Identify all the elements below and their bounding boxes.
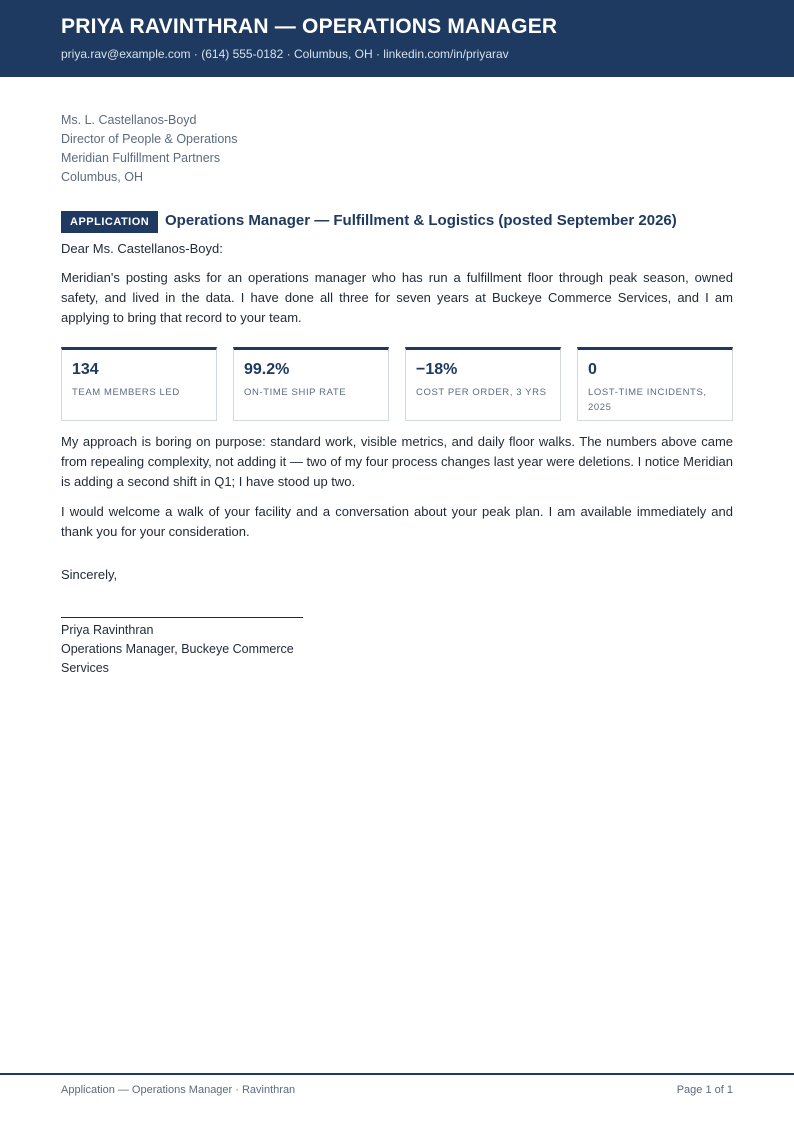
stat-card-incidents [577, 347, 733, 421]
signature-block [61, 621, 311, 678]
position-title: Operations Manager — Fulfillment & Logistics (posted September 2026) [165, 212, 677, 229]
paragraph-closing: I would welcome a walk of your facility and a conversation about your peak plan. I am available immediately and thank you for your consideration. [61, 504, 733, 540]
recipient-title: Director of People & Operations [61, 132, 238, 146]
stat-label: LOST-TIME INCIDENTS, 2025 [588, 387, 707, 413]
recipient-address [61, 111, 237, 187]
signature-title: Operations Manager, Buckeye Commerce Services [61, 642, 294, 675]
recipient-name: Ms. L. Castellanos-Boyd [61, 113, 197, 127]
stats-row [61, 347, 734, 420]
paragraph-intro: Meridian's posting asks for an operations manager who has run a fulfillment floor through peak season, owned safety, and lived in the data. I have done all three for seven years at Buckeye Commerce Services, and I am applying to bring that record to your team. [61, 270, 733, 326]
stat-value: 134 [72, 361, 99, 378]
stat-value: 99.2% [244, 361, 290, 378]
stat-value: 0 [588, 361, 597, 378]
signature-name: Priya Ravinthran [61, 623, 154, 637]
stat-card-ontime [233, 347, 389, 421]
letterhead [0, 0, 794, 77]
applicant-name-title: PRIYA RAVINTHRAN — OPERATIONS MANAGER [61, 15, 558, 38]
stat-label: COST PER ORDER, 3 YRS [416, 387, 547, 398]
paragraph-approach: My approach is boring on purpose: standard work, visible metrics, and daily floor walks. The numbers above came from repealing complexity, not adding it — two of my four process changes last year were deletions. I notice Meridian is adding a second shift in Q1; I have stood up two. [61, 434, 733, 490]
subject-line [61, 210, 741, 234]
signature-line [61, 617, 303, 618]
footer-divider [0, 1073, 794, 1075]
recipient-city: Columbus, OH [61, 170, 143, 184]
salutation: Dear Ms. Castellanos-Boyd: [61, 241, 223, 256]
stat-label: ON-TIME SHIP RATE [244, 387, 347, 398]
footer-document-label: Application — Operations Manager · Ravinthran [61, 1084, 296, 1096]
contact-line: priya.rav@example.com · (614) 555-0182 · Columbus, OH · linkedin.com/in/priyarav [61, 47, 509, 61]
stat-value: −18% [416, 361, 458, 378]
recipient-company: Meridian Fulfillment Partners [61, 151, 221, 165]
closing-word: Sincerely, [61, 567, 118, 582]
stat-card-team [61, 347, 217, 421]
stat-label: TEAM MEMBERS LED [72, 387, 180, 398]
application-badge: APPLICATION [61, 211, 158, 233]
footer-page-number: Page 1 of 1 [676, 1084, 733, 1096]
stat-card-cost [405, 347, 561, 421]
